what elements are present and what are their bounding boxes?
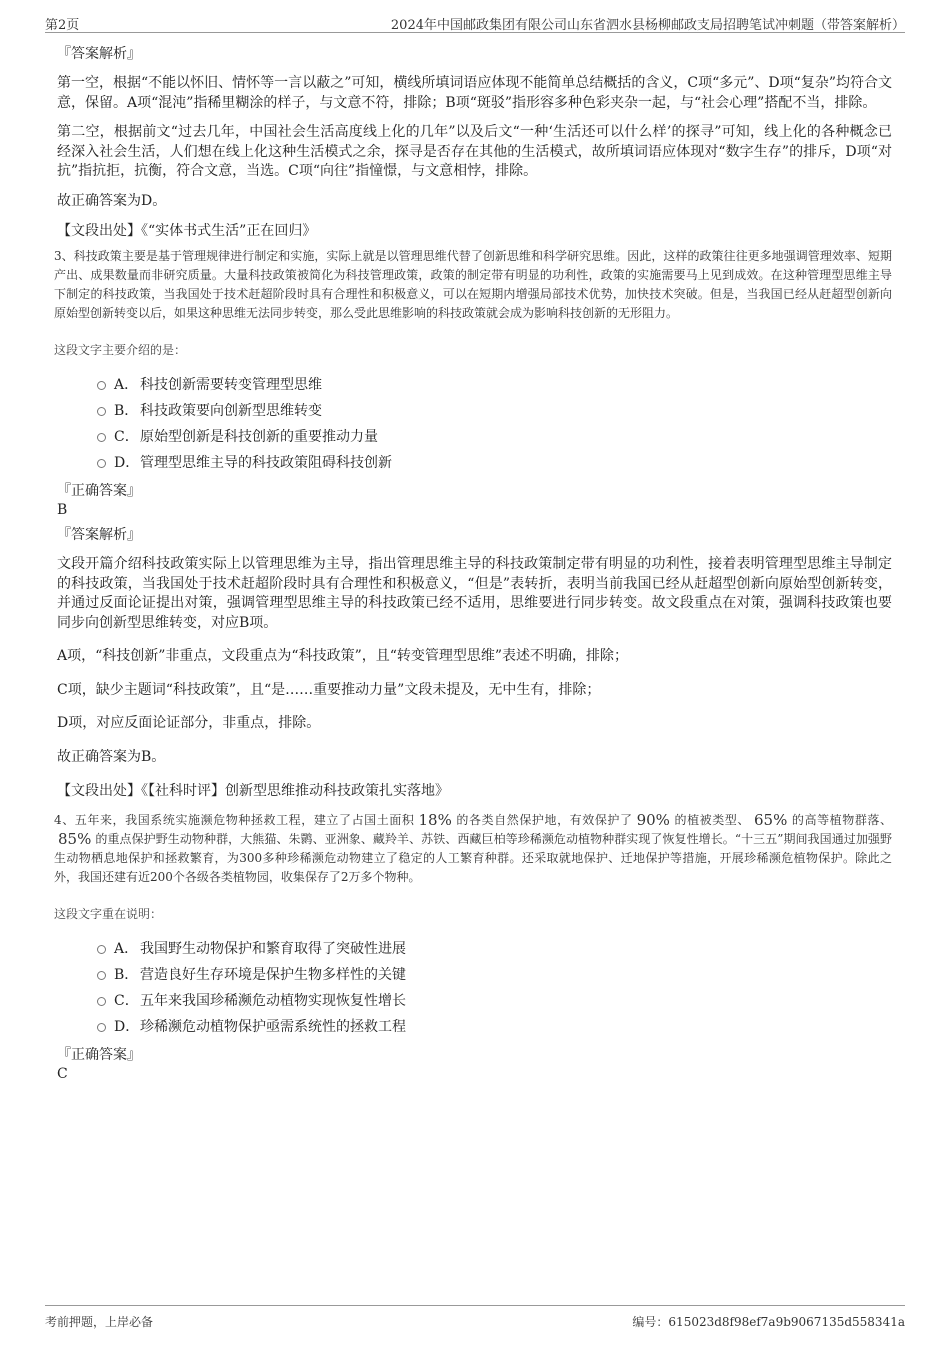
q4-stem: 4、五年来，我国系统实施濒危物种拯救工程，建立了占国土面积 18% 的各类自然保护地，有效保护了 90% 的植被类型、 65% 的高等植物群落、85% 的重点保护野生动物种群，大熊猫、朱鹮、亚洲象、藏羚羊、苏铁、西藏巨柏等珍稀濒危动植物种群实现了恢复性增长。“十三五”期间我国通过加强野生动物栖息地保护和拯救繁育，为300多种珍稀濒危动物建立了稳定的人工繁育种群。还采取就地保护、迁地保护等措施，开展珍稀濒危植物保护。除此之外，我国还建有近200个各级各类植物园，收集保存了2万多个物种。 — [54, 811, 892, 884]
radio-icon[interactable] — [97, 997, 106, 1006]
q4-percent-1: 18% — [418, 811, 452, 829]
q4-percent-3: 65% — [753, 811, 788, 829]
radio-icon[interactable] — [97, 945, 106, 954]
q4-answer-label: 『正确答案』 — [57, 1047, 141, 1063]
page-footer — [45, 1305, 905, 1328]
q4-option-c[interactable]: C．五年来我国珍稀濒危动植物实现恢复性增长 — [97, 988, 892, 1014]
page-number: 第2页 — [45, 18, 80, 33]
q3-explain-d: D项，对应反面论证部分，非重点，排除。 — [57, 715, 321, 731]
q3-option-d[interactable]: D．管理型思维主导的科技政策阻碍科技创新 — [97, 450, 892, 476]
q3-options — [97, 372, 892, 476]
q3-source: 【文段出处】《【社科时评】创新型思维推动科技政策扎实落地》 — [57, 783, 449, 799]
q3-option-b[interactable]: B． 科技政策要向创新型思维转变 — [97, 398, 892, 424]
q2-explain-paragraph-2: 第二空，根据前文“过去几年，中国社会生活高度线上化的几年”以及后文“一种‘生活还可以什么样’的探寻”可知，线上化的各种概念已经深入社会生活，人们想在线上化这种生活模式之余，探寻是否存在其他的生活模式，故所填词语应体现对“数字生存”的排斥，D项“对抗”指抗拒，抗衡，符合文意，当选。C项“向往”指憧憬，与文意相悖，排除。 — [57, 124, 892, 179]
document-title: 2024年中国邮政集团有限公司山东省泗水县杨柳邮政支局招聘笔试冲刺题（带答案解析） — [390, 18, 905, 33]
q3-explain-a: A项，“科技创新”非重点，文段重点为“科技政策”，且“转变管理型思维”表述不明确，排除； — [57, 648, 629, 664]
q3-option-a[interactable]: A． 科技创新需要转变管理型思维 — [97, 372, 892, 398]
q4-option-a[interactable]: A． 我国野生动物保护和繁育取得了突破性进展 — [97, 936, 892, 962]
q2-explain-label: 『答案解析』 — [57, 46, 141, 62]
q4-percent-4: 85% — [58, 830, 92, 848]
q3-option-c[interactable]: C．原始型创新是科技创新的重要推动力量 — [97, 424, 892, 450]
radio-icon[interactable] — [97, 1023, 106, 1032]
q4-answer: C — [57, 1066, 68, 1082]
q3-explain-c: C项，缺少主题词“科技政策”，且“是……重要推动力量”文段未提及，无中生有，排除； — [57, 681, 601, 698]
main-content — [54, 44, 892, 1089]
footer-slogan: 考前押题，上岸必备 — [45, 1315, 154, 1329]
q2-source: 【文段出处】《“实体书式生活”正在回归》 — [57, 223, 317, 239]
radio-icon[interactable] — [97, 433, 106, 442]
q2-conclusion: 故正确答案为D。 — [57, 192, 167, 209]
q4-option-d[interactable]: D．珍稀濒危动植物保护亟需系统性的拯救工程 — [97, 1014, 892, 1040]
q3-answer: B — [57, 502, 68, 518]
radio-icon[interactable] — [97, 381, 106, 390]
radio-icon[interactable] — [97, 407, 106, 416]
q4-option-b[interactable]: B． 营造良好生存环境是保护生物多样性的关键 — [97, 962, 892, 988]
page-header — [45, 12, 905, 33]
q3-explain-paragraph: 文段开篇介绍科技政策实际上以管理思维为主导，指出管理思维主导的科技政策制定带有明显的功利性，接着表明管理型思维主导制定的科技政策，当我国处于技术赶超阶段时具有合理性和积极意义，“但是”表转折，表明当前我国已经从赶超型创新向原始型创新转变，并通过反面论证提出对策，强调管理型思维主导的科技政策已经不适用，思维要进行同步转变。故文段重点在对策，强调科技政策也要同步向创新型思维转变，对应B项。 — [57, 556, 892, 631]
q2-explain-paragraph-1: 第一空，根据“不能以怀旧、情怀等一言以蔽之”可知，横线所填词语应体现不能简单总结概括的含义，C项“多元”、D项“复杂”均符合文意，保留。A项“混沌”指稀里糊涂的样子，与文意不符，排除；B项“斑驳”指形容多种色彩夹杂一起，与“社会心理”搭配不当，排除。 — [57, 75, 892, 111]
document-code: 编号：615023d8f98ef7a9b9067135d558341a — [632, 1315, 905, 1329]
q3-explain-label: 『答案解析』 — [57, 527, 141, 543]
radio-icon[interactable] — [97, 459, 106, 468]
q3-conclusion: 故正确答案为B。 — [57, 748, 166, 765]
q4-prompt: 这段文字重在说明： — [54, 907, 163, 921]
radio-icon[interactable] — [97, 971, 106, 980]
q4-options — [97, 936, 892, 1040]
q3-prompt: 这段文字主要介绍的是： — [54, 343, 187, 357]
q3-stem: 3、科技政策主要是基于管理规律进行制定和实施，实际上就是以管理思维代替了创新思维和科学研究思维。因此，这样的政策往往更多地强调管理效率、短期产出、成果数量而非研究质量。大量科技政策被简化为科技管理政策，政策的制定带有明显的功利性，政策的实施需要马上见到成效。在这种管理型思维主导下制定的科技政策，当我国处于技术赶超阶段时具有合理性和积极意义，可以在短期内增强局部技术优势，加快技术突破。但是，当我国已经从赶超型创新向原始型创新转变以后，如果这种思维无法同步转变，那么受此思维影响的科技政策就会成为影响科技创新的无形阻力。 — [54, 249, 892, 320]
q4-percent-2: 90% — [636, 811, 670, 829]
q3-answer-label: 『正确答案』 — [57, 483, 141, 499]
